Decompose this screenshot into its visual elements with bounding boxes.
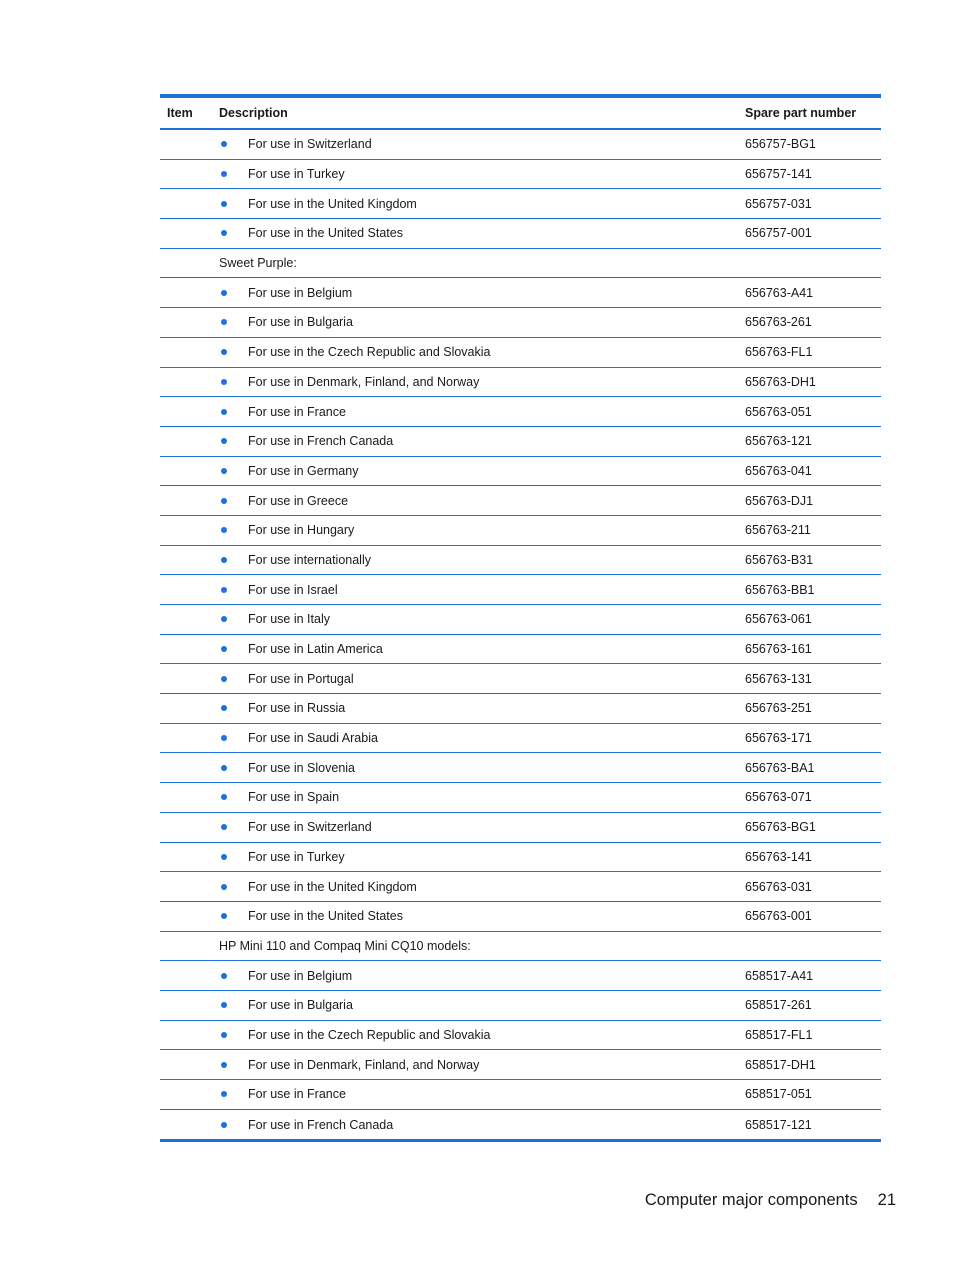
row-description-text: For use internationally	[248, 552, 371, 567]
table-row	[160, 189, 881, 219]
table-row	[160, 872, 881, 902]
bullet-icon	[221, 854, 227, 860]
row-description-text: For use in Greece	[248, 493, 349, 508]
row-spare-part-number: 656763-061	[745, 612, 812, 627]
bullet-icon	[221, 824, 227, 830]
table-row	[160, 1021, 881, 1051]
bullet-icon	[221, 794, 227, 800]
bullet-icon	[221, 379, 227, 385]
bullet-icon	[221, 765, 227, 771]
table-row	[160, 783, 881, 813]
row-description-cell	[219, 998, 745, 1012]
row-spare-part-number: 656763-001	[745, 909, 812, 924]
row-description-text: For use in Bulgaria	[248, 998, 353, 1013]
spare-parts-table	[160, 94, 881, 1142]
table-row	[160, 338, 881, 368]
row-spare-part-number: 656763-DJ1	[745, 493, 814, 508]
bullet-icon	[221, 1032, 227, 1038]
row-description-cell	[219, 1058, 745, 1072]
row-description-text: For use in Denmark, Finland, and Norway	[248, 1057, 480, 1072]
row-description-cell	[219, 820, 745, 834]
row-description-cell	[219, 850, 745, 864]
row-description-cell	[219, 256, 745, 270]
row-description-cell	[219, 553, 745, 567]
row-description-text: For use in the United States	[248, 226, 403, 241]
row-description-cell	[219, 375, 745, 389]
bullet-icon	[221, 319, 227, 325]
bullet-icon	[221, 349, 227, 355]
row-description-cell	[219, 523, 745, 537]
bullet-icon	[221, 676, 227, 682]
header-spare-part-number: Spare part number	[745, 106, 857, 120]
table-row	[160, 843, 881, 873]
row-description-cell	[219, 909, 745, 923]
bullet-icon	[221, 230, 227, 236]
row-description-text: For use in France	[248, 404, 346, 419]
row-spare-part-number: 656763-051	[745, 404, 812, 419]
bullet-icon	[221, 290, 227, 296]
row-spare-part-number: 656763-BG1	[745, 820, 816, 835]
table-row	[160, 486, 881, 516]
row-description-cell	[219, 167, 745, 181]
row-description-text: For use in the Czech Republic and Slovakia	[248, 1027, 491, 1042]
row-description-text: For use in Israel	[248, 582, 338, 597]
row-description-text: For use in Saudi Arabia	[248, 731, 378, 746]
row-spare-part-number: 656763-121	[745, 434, 812, 449]
table-group-row	[160, 932, 881, 962]
bullet-icon	[221, 171, 227, 177]
bullet-icon	[221, 468, 227, 474]
row-description-text: For use in Italy	[248, 612, 330, 627]
row-spare-part-number: 656763-211	[745, 523, 811, 538]
row-spare-part-number: 656757-141	[745, 167, 812, 182]
row-description-text: For use in Switzerland	[248, 820, 372, 835]
row-description-cell	[219, 672, 745, 686]
row-spare-part-number: 656763-B31	[745, 552, 814, 567]
bullet-icon	[221, 409, 227, 415]
row-description-text: For use in Germany	[248, 463, 359, 478]
row-description-cell	[219, 731, 745, 745]
row-description-cell	[219, 1118, 745, 1132]
row-spare-part-number: 656763-071	[745, 790, 812, 805]
row-description-text: For use in the United Kingdom	[248, 196, 417, 211]
table-row	[160, 427, 881, 457]
table-row	[160, 160, 881, 190]
row-description-text: For use in the Czech Republic and Slovakia	[248, 345, 491, 360]
table-row	[160, 813, 881, 843]
table-group-row	[160, 249, 881, 279]
bullet-icon	[221, 1091, 227, 1097]
row-spare-part-number: 656763-251	[745, 701, 812, 716]
row-description-cell	[219, 761, 745, 775]
table-row	[160, 753, 881, 783]
row-description-text: For use in Turkey	[248, 849, 345, 864]
row-description-text: For use in Switzerland	[248, 137, 372, 152]
bullet-icon	[221, 705, 227, 711]
table-row	[160, 219, 881, 249]
table-row	[160, 516, 881, 546]
table-row	[160, 278, 881, 308]
bullet-icon	[221, 587, 227, 593]
header-item: Item	[167, 106, 193, 120]
row-description-text: For use in Spain	[248, 790, 340, 805]
row-description-cell	[219, 790, 745, 804]
table-row	[160, 1050, 881, 1080]
row-spare-part-number: 656763-171	[745, 731, 812, 746]
bullet-icon	[221, 1002, 227, 1008]
table-body	[160, 130, 881, 1139]
row-description-text: Sweet Purple:	[219, 256, 297, 271]
row-spare-part-number: 656763-261	[745, 315, 812, 330]
row-description-text: For use in the United Kingdom	[248, 879, 417, 894]
bullet-icon	[221, 973, 227, 979]
table-row	[160, 130, 881, 160]
row-description-text: For use in Denmark, Finland, and Norway	[248, 374, 480, 389]
row-description-text: For use in Hungary	[248, 523, 355, 538]
table-row	[160, 308, 881, 338]
row-description-cell	[219, 197, 745, 211]
row-spare-part-number: 656763-141	[745, 849, 812, 864]
bullet-icon	[221, 557, 227, 563]
bullet-icon	[221, 1062, 227, 1068]
row-spare-part-number: 658517-121	[745, 1117, 812, 1132]
row-description-cell	[219, 701, 745, 715]
table-row	[160, 961, 881, 991]
row-description-cell	[219, 345, 745, 359]
row-spare-part-number: 656757-031	[745, 196, 812, 211]
row-description-text: For use in Belgium	[248, 285, 353, 300]
row-spare-part-number: 658517-A41	[745, 968, 814, 983]
table-row	[160, 694, 881, 724]
table-row	[160, 664, 881, 694]
bullet-icon	[221, 884, 227, 890]
table-row	[160, 457, 881, 487]
table-row	[160, 724, 881, 754]
bullet-icon	[221, 438, 227, 444]
row-spare-part-number: 656763-FL1	[745, 345, 813, 360]
table-row	[160, 397, 881, 427]
row-spare-part-number: 658517-051	[745, 1087, 812, 1102]
page-footer	[645, 1191, 896, 1210]
table-row	[160, 1080, 881, 1110]
row-spare-part-number: 656757-001	[745, 226, 812, 241]
table-row	[160, 368, 881, 398]
row-description-cell	[219, 434, 745, 448]
bullet-icon	[221, 201, 227, 207]
row-description-cell	[219, 315, 745, 329]
row-description-cell	[219, 464, 745, 478]
row-description-text: For use in French Canada	[248, 434, 394, 449]
row-description-cell	[219, 494, 745, 508]
table-row	[160, 1110, 881, 1140]
row-description-cell	[219, 612, 745, 626]
row-description-cell	[219, 880, 745, 894]
row-description-text: For use in Russia	[248, 701, 346, 716]
row-spare-part-number: 658517-261	[745, 998, 812, 1013]
row-description-text: For use in Belgium	[248, 968, 353, 983]
bullet-icon	[221, 527, 227, 533]
row-spare-part-number: 656763-DH1	[745, 374, 816, 389]
row-spare-part-number: 656763-A41	[745, 285, 814, 300]
header-description: Description	[219, 106, 288, 120]
row-description-text: For use in Bulgaria	[248, 315, 353, 330]
row-spare-part-number: 656757-BG1	[745, 137, 816, 152]
bullet-icon	[221, 1122, 227, 1128]
row-spare-part-number: 658517-DH1	[745, 1057, 816, 1072]
row-spare-part-number: 656763-131	[745, 671, 812, 686]
row-spare-part-number: 656763-031	[745, 879, 812, 894]
row-description-text: For use in Turkey	[248, 167, 345, 182]
row-description-text: For use in Portugal	[248, 671, 354, 686]
table-row	[160, 546, 881, 576]
row-spare-part-number: 656763-BB1	[745, 582, 815, 597]
row-description-cell	[219, 226, 745, 240]
row-description-cell	[219, 286, 745, 300]
row-description-cell	[219, 405, 745, 419]
table-row	[160, 991, 881, 1021]
row-description-text: For use in Latin America	[248, 642, 383, 657]
bullet-icon	[221, 913, 227, 919]
row-description-cell	[219, 1087, 745, 1101]
bullet-icon	[221, 735, 227, 741]
bullet-icon	[221, 498, 227, 504]
bullet-icon	[221, 141, 227, 147]
table-row	[160, 902, 881, 932]
table-row	[160, 575, 881, 605]
bullet-icon	[221, 646, 227, 652]
row-description-text: HP Mini 110 and Compaq Mini CQ10 models:	[219, 938, 471, 953]
page-number: 21	[877, 1191, 896, 1209]
row-description-cell	[219, 969, 745, 983]
row-spare-part-number: 658517-FL1	[745, 1027, 813, 1042]
row-spare-part-number: 656763-041	[745, 463, 812, 478]
table-row	[160, 635, 881, 665]
row-description-text: For use in French Canada	[248, 1117, 394, 1132]
row-description-cell	[219, 583, 745, 597]
row-description-text: For use in France	[248, 1087, 346, 1102]
row-spare-part-number: 656763-BA1	[745, 760, 815, 775]
row-description-text: For use in Slovenia	[248, 760, 356, 775]
row-description-cell	[219, 939, 745, 953]
footer-section-title: Computer major components	[644, 1191, 858, 1209]
table-row	[160, 605, 881, 635]
row-description-cell	[219, 1028, 745, 1042]
row-spare-part-number: 656763-161	[745, 642, 812, 657]
bullet-icon	[221, 616, 227, 622]
row-description-cell	[219, 642, 745, 656]
row-description-text: For use in the United States	[248, 909, 403, 924]
table-header	[160, 98, 881, 130]
row-description-cell	[219, 137, 745, 151]
